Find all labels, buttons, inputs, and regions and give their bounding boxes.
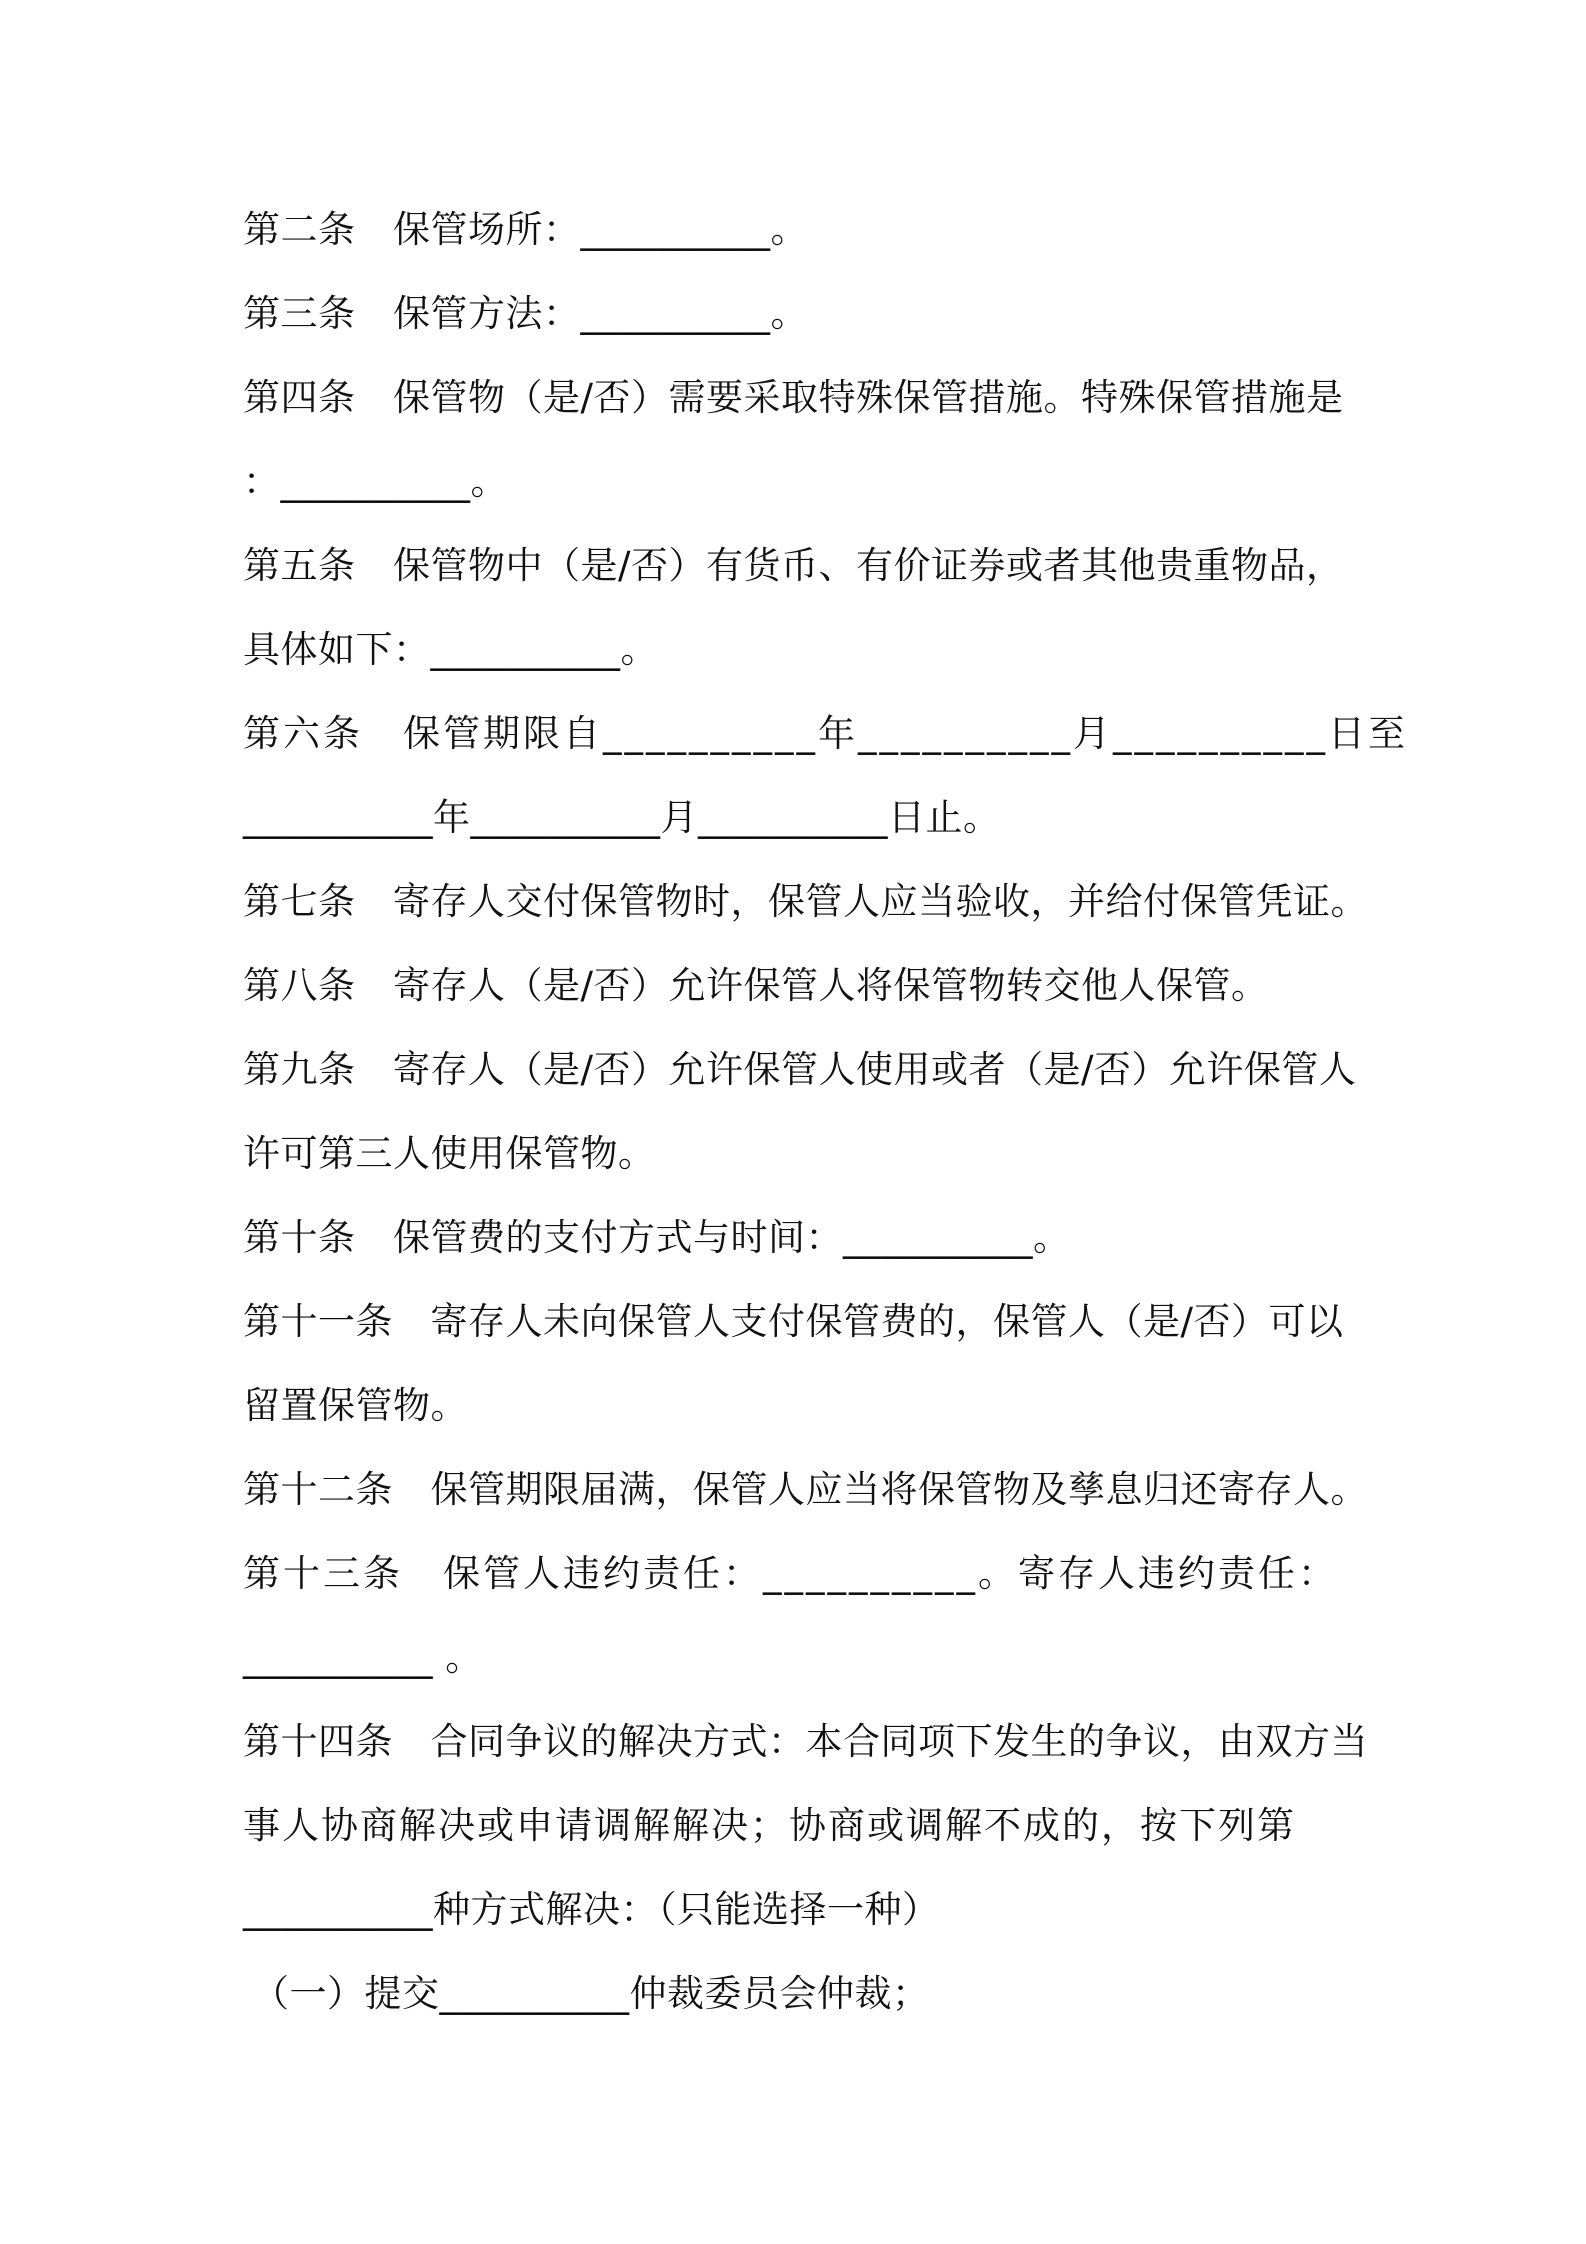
clause-6-storage-period-cont: __________年__________月__________日止。 <box>243 796 1001 839</box>
clause-14-dispute: 第十四条 合同争议的解决方式：本合同项下发生的争议，由双方当 <box>243 1720 1368 1763</box>
clause-7-delivery: 第七条 寄存人交付保管物时，保管人应当验收，并给付保管凭证。 <box>243 880 1368 923</box>
clause-5-valuables-cont: 具体如下：__________。 <box>243 628 658 671</box>
clause-8-transfer: 第八条 寄存人（是/否）允许保管人将保管物转交他人保管。 <box>243 964 1269 1007</box>
clause-12-return: 第十二条 保管期限届满，保管人应当将保管物及孳息归还寄存人。 <box>243 1468 1368 1511</box>
clause-9-use-cont: 许可第三人使用保管物。 <box>243 1132 656 1175</box>
clause-10-payment: 第十条 保管费的支付方式与时间：__________。 <box>243 1216 1071 1259</box>
clause-11-lien-cont: 留置保管物。 <box>243 1384 468 1427</box>
clause-13-liability-cont: __________ 。 <box>243 1636 483 1679</box>
clause-5-valuables: 第五条 保管物中（是/否）有货币、有价证券或者其他贵重物品， <box>243 544 1344 587</box>
clause-3-storage-method: 第三条 保管方法：__________。 <box>243 292 808 335</box>
clause-13-liability: 第十三条 保管人违约责任：__________。寄存人违约责任： <box>243 1552 1338 1595</box>
clause-6-storage-period: 第六条 保管期限自__________年__________月__________日至 <box>243 712 1408 755</box>
clause-4-special-measures-cont: ：__________。 <box>243 460 508 503</box>
clause-14-option-arbitration: （一）提交__________仲裁委员会仲裁； <box>252 1972 930 2015</box>
clause-2-storage-location: 第二条 保管场所：__________。 <box>243 208 808 251</box>
clause-9-use: 第九条 寄存人（是/否）允许保管人使用或者（是/否）允许保管人 <box>243 1048 1357 1091</box>
clause-4-special-measures: 第四条 保管物（是/否）需要采取特殊保管措施。特殊保管措施是 <box>243 376 1344 419</box>
clause-11-lien: 第十一条 寄存人未向保管人支付保管费的，保管人（是/否）可以 <box>243 1300 1344 1343</box>
clause-14-dispute-cont: 事人协商解决或申请调解解决；协商或调解不成的，按下列第 <box>243 1804 1296 1847</box>
clause-14-dispute-method: __________种方式解决：（只能选择一种） <box>243 1888 940 1931</box>
